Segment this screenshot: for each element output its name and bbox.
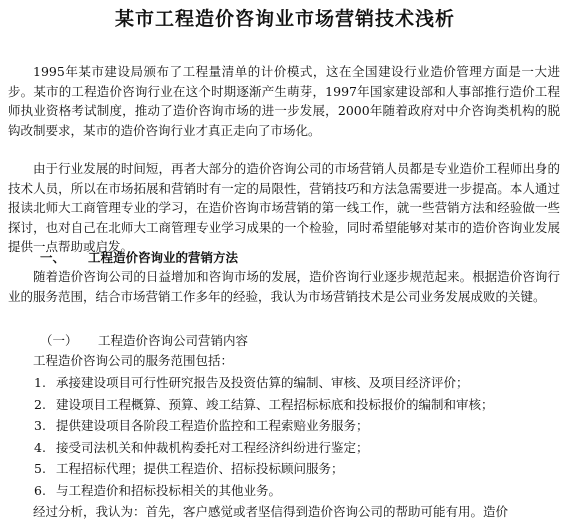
list-item: 1. 承接建设项目可行性研究报告及投资估算的编制、审核、及项目经济评价；: [34, 375, 469, 390]
intro-paragraph-2: 由于行业发展的时间短，再者大部分的造价咨询公司的市场营销人员都是专业造价工程师出身的技术人员，所以在市场拓展和营销时有一定的局限性，营销技巧和方法急需要进一步提高。本人通过报读北师大工商管理专业的学习，在造价咨询市场营销的第一线工作，就一些营销方法和经验做一些探讨，也对自己在北师大工商管理专业学习成果的一个检验，同时希望能够对某市的造价咨询业发展提供一点帮助或启发。: [8, 161, 560, 255]
document-title: 某市工程造价咨询业市场营销技术浅析: [114, 8, 455, 30]
list-item: 3. 提供建设项目各阶段工程造价监控和工程索赔业务服务；: [34, 418, 369, 434]
subsection-number: （一）: [40, 333, 78, 348]
services-intro: 工程造价咨询公司的服务范围包括：: [33, 353, 234, 368]
section-number: 一、: [40, 250, 66, 265]
section-paragraph: 随着造价咨询公司的日益增加和咨询市场的发展，造价咨询行业逐步规范起来。根据造价咨询行业的服务范围，结合市场营销工作多年的经验，我认为市场营销技术是公司业务发展成败的关键。: [8, 269, 560, 304]
subsection-heading: [8, 331, 560, 351]
list-item: 4. 接受司法机关和仲裁机构委托对工程经济纠纷进行鉴定；: [34, 439, 369, 455]
list-item: 2. 建设项目工程概算、预算、竣工结算、工程招标标底和投标报价的编制和审核；: [34, 396, 494, 412]
list-item: 5. 工程招标代理；提供工程造价、招标投标顾问服务；: [34, 461, 344, 477]
services-list: [8, 372, 560, 502]
list-item: 6. 与工程造价和招标投标相关的其他业务。: [34, 482, 282, 498]
section-heading: [8, 248, 560, 268]
closing-line: 经过分析，我认为：首先，客户感觉或者坚信得到造价咨询公司的帮助可能有用。造价: [33, 504, 509, 519]
intro-paragraph-1: 1995年某市建设局颁布了工程量清单的计价模式，这在全国建设行业造价管理方面是一大进步。某市的工程造价咨询行业在这个时期逐渐产生萌芽，1997年国家建设部和人事部推行造价工程师执业资格考试制度，推动了造价咨询市场的进一步发展，2000年随着政府对中介咨询类机构的脱钩改制要求，某市的造价咨询行业才真正走向了市场化。: [8, 64, 560, 138]
subsection-title: 工程造价咨询公司营销内容: [98, 333, 249, 348]
section-title: 工程造价咨询业的营销方法: [88, 250, 239, 265]
